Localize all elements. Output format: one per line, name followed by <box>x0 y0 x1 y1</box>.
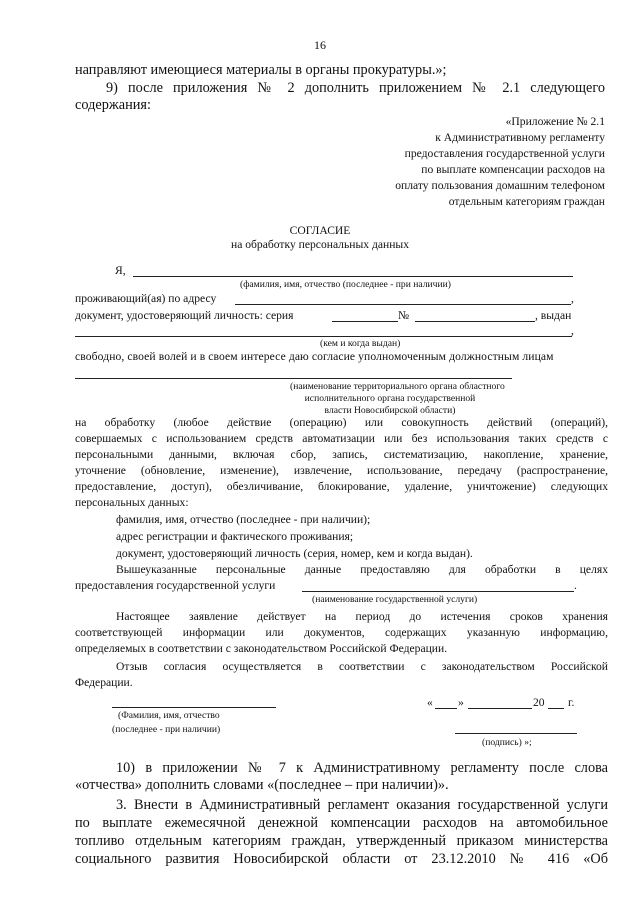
item-9-line-1: 9) после приложения № 2 дополнить приложением № 2.1 следующего <box>106 80 605 96</box>
organization-field[interactable] <box>75 378 512 379</box>
item-10-line-1: 10) в приложении № 7 к Административному регламенту после слова <box>116 760 608 776</box>
validity-line: Настоящее заявление действует на период до истечения сроков хранения <box>116 610 608 623</box>
paragraph-prosecutor: направляют имеющиеся материалы в органы прокуратуры.»; <box>75 62 447 78</box>
consent-subtitle: на обработку персональных данных <box>230 238 409 251</box>
issued-caption: (кем и когда выдан) <box>320 338 401 349</box>
signer-name-field[interactable] <box>112 707 276 708</box>
service-name-field[interactable] <box>302 591 574 592</box>
processing-line: предоставление, доступ), обезличивание, блокирование, удаление, уничтожение) следующих <box>75 480 608 493</box>
paragraph-3-line: социального развития Новосибирской области от 23.12.2010 № 416 «Об <box>75 851 608 867</box>
signature-field[interactable] <box>455 733 577 734</box>
date-month-field[interactable] <box>468 708 532 709</box>
list-item: фамилия, имя, отчество (последнее - при наличии); <box>116 513 371 526</box>
purpose-line-1: Вышеуказанные персональные данные предоставляю для обработки в целях <box>116 563 608 576</box>
address-field[interactable] <box>235 304 571 305</box>
item-10-line-2: «отчества» дополнить словами «(последнее – при наличии)». <box>75 777 449 793</box>
validity-line: соответствующей информации или документов, содержащих указанную информацию, <box>75 626 608 639</box>
document-number-label: № <box>398 309 410 322</box>
organization-caption: (наименование территориального органа областного <box>290 381 505 392</box>
date-year-field[interactable] <box>548 708 564 709</box>
fio-field[interactable] <box>133 276 573 277</box>
processing-line: на обработку (любое действие (операцию) или совокупность действий (операций), <box>75 416 608 429</box>
document-page: 16 направляют имеющиеся материалы в органы прокуратуры.»; 9) после приложения № 2 дополнить приложением № 2.1 следующего содержания: «Приложение № 2.1 к Административному регламенту предоставления государственной услуги по выплате компенсации расходов на оплату пользования домашним телефоном отдельным категориям граждан СОГЛАСИЕ на обработку персональных данных Я, (фамилия, имя, отчество (последнее - при наличии) проживающий(ая) по адресу , документ, удостоверяющий личность: серия № , выдан , (кем и когда выдан) свободно, своей волей и в своем интересе даю согласие уполномоченным должностным лицам (наименование территориального органа областного исполнительного органа государственной власти Новосибирской области) на обработку (любое действие (операцию) или совокупность действий (операций), совершаемых с использованием средств автоматизации или без использования таких средств с персональными данными, включая сбор, запись, систематизацию, накопление, хранение, уточнение (обновление, изменение), извлечение, использование, передачу (распространение, предоставление, доступ), обезличивание, блокирование, удаление, уничтожение) следующих персональных данных: фамилия, имя, отчество (последнее - при наличии); адрес регистрации и фактического проживания; документ, удостоверяющий личность (серия, номер, кем и когда выдан). Вышеуказанные персональные данные предоставляю для обработки в целях предоставления государственной услуги . (наименование государственной услуги) Настоящее заявление действует на период до истечения сроков хранения соответствующей информации или документов, содержащих указанную информацию, определяемых в соответствии с законодательством Российской Федерации. Отзыв согласия осуществляется в соответствии с законодательством Российской Федерации. « » 20 г. (Фамилия, имя, отчество (последнее - при наличии) (подпись) »; 10) в приложении № 7 к Административному регламенту после слова «отчества» дополнить словами «(последнее – при наличии)». 3. Внести в Административный регламент оказания государственной услуги по выплате ежемесячной денежной компенсации расходов на автомобильное топливо отдельным категориям граждан, утвержденный приказом министерства социального развития Новосибирской области от 23.12.2010 № 416 «Об <box>0 0 640 905</box>
ya-label: Я, <box>115 264 126 277</box>
paragraph-3-line: 3. Внести в Административный регламент оказания государственной услуги <box>116 797 608 813</box>
document-series-field[interactable] <box>332 321 398 322</box>
service-caption: (наименование государственной услуги) <box>312 594 478 605</box>
list-item: документ, удостоверяющий личность (серия, номер, кем и когда выдан). <box>116 547 473 560</box>
consent-text: свободно, своей волей и в своем интересе даю согласие уполномоченным должностным лицам <box>75 350 554 363</box>
date-day-field[interactable] <box>435 708 457 709</box>
date-year-suffix: г. <box>568 696 575 709</box>
issued-by-field[interactable] <box>75 336 572 337</box>
processing-line: совершаемых с использованием средств автоматизации или без использования таких средств с <box>75 432 608 445</box>
date-open-quote: « <box>427 696 433 709</box>
document-label: документ, удостоверяющий личность: серия <box>75 309 294 322</box>
date-close-quote: » <box>458 696 464 709</box>
signer-caption: (Фамилия, имя, отчество <box>118 710 220 721</box>
list-item: адрес регистрации и фактического проживания; <box>116 530 354 543</box>
consent-title: СОГЛАСИЕ <box>289 224 351 237</box>
appendix-line: к Административному регламенту <box>435 131 605 144</box>
appendix-line: предоставления государственной услуги <box>404 147 605 160</box>
appendix-line: по выплате компенсации расходов на <box>421 163 605 176</box>
date-year-prefix: 20 <box>533 696 545 709</box>
processing-line: персональными данными, включая сбор, запись, систематизацию, накопление, хранение, <box>75 448 608 461</box>
page-number: 16 <box>314 38 326 52</box>
paragraph-3-line: топливо отдельным категориям граждан, утвержденный приказом министерства <box>75 833 608 849</box>
organization-caption: исполнительного органа государственной <box>304 393 476 404</box>
issued-label: , выдан <box>535 309 572 322</box>
organization-caption: власти Новосибирской области) <box>324 405 456 416</box>
signature-caption: (подпись) »; <box>482 737 532 748</box>
validity-line: определяемых в соответствии с законодательством Российской Федерации. <box>75 642 448 655</box>
address-label: проживающий(ая) по адресу <box>75 292 217 305</box>
paragraph-3-line: по выплате ежемесячной денежной компенсации расходов на автомобильное <box>75 815 608 831</box>
fio-caption: (фамилия, имя, отчество (последнее - при наличии) <box>240 279 451 290</box>
appendix-line: отдельным категориям граждан <box>448 195 605 208</box>
appendix-line: оплату пользования домашним телефоном <box>395 179 605 192</box>
signer-caption: (последнее - при наличии) <box>112 724 221 735</box>
item-9-line-2: содержания: <box>75 97 151 113</box>
processing-line: персональных данных: <box>75 496 189 509</box>
revoke-line-2: Федерации. <box>75 676 133 689</box>
appendix-line: «Приложение № 2.1 <box>505 115 605 128</box>
processing-line: уточнение (обновление, изменение), извлечение, использование, передачу (распространение, <box>75 464 608 477</box>
purpose-line-2: предоставления государственной услуги <box>75 579 276 592</box>
revoke-line-1: Отзыв согласия осуществляется в соответствии с законодательством Российской <box>116 660 608 673</box>
document-number-field[interactable] <box>415 321 535 322</box>
